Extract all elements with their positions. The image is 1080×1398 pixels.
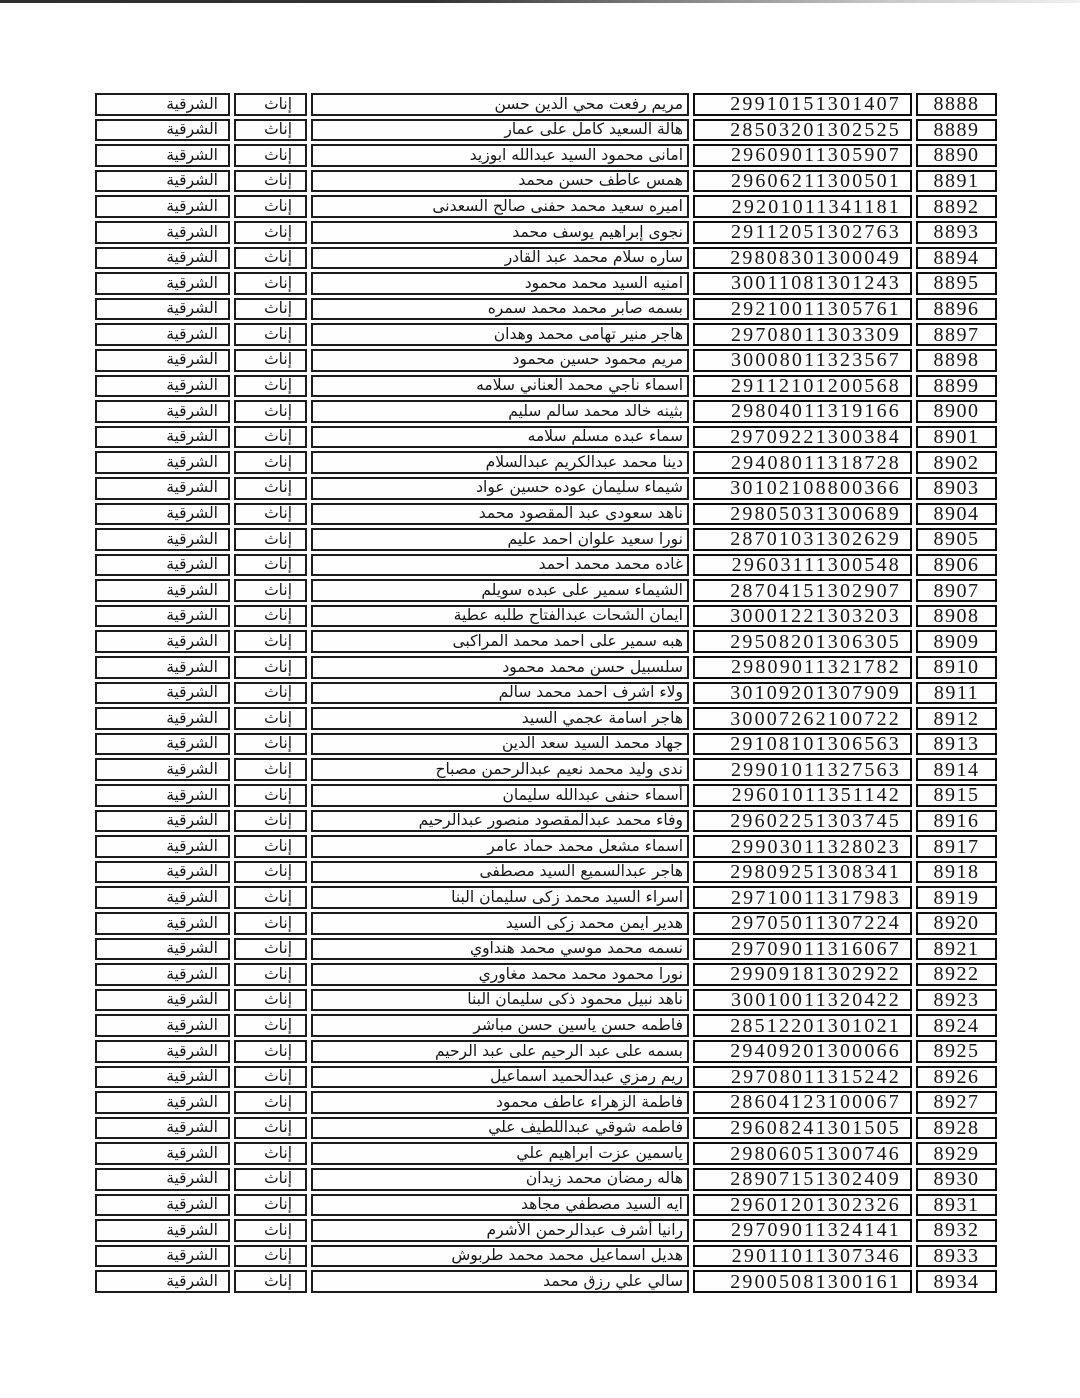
gender-cell: إناث [234,579,307,602]
person-name-cell: غاده محمد محمد احمد [311,554,689,577]
gender-cell: إناث [234,707,307,730]
national-id-cell: 29808301300049 [693,247,912,270]
person-name-cell: الشيماء سمير على عبده سويلم [311,579,689,602]
national-id-cell: 29112101200568 [693,375,912,398]
governorate-cell: الشرقية [95,1091,230,1114]
national-id-cell: 29409201300066 [693,1040,912,1063]
gender-cell: إناث [234,400,307,423]
serial-number-cell: 8923 [916,989,997,1012]
national-id-cell: 28907151302409 [693,1168,912,1191]
serial-number-cell: 8900 [916,400,997,423]
person-name-cell: نورا محمود محمد محمد مغاوري [311,963,689,986]
governorate-cell: الشرقية [95,272,230,295]
serial-number-cell: 8907 [916,579,997,602]
person-name-cell: فاطمة الزهراء عاطف محمود [311,1091,689,1114]
governorate-cell: الشرقية [95,426,230,449]
serial-number-cell: 8933 [916,1245,997,1268]
national-id-cell: 29508201306305 [693,630,912,653]
governorate-cell: الشرقية [95,375,230,398]
serial-number-cell: 8927 [916,1091,997,1114]
gender-cell: إناث [234,682,307,705]
person-name-cell: نسمه محمد موسي محمد هنداوي [311,938,689,961]
gender-cell: إناث [234,170,307,193]
serial-number-cell: 8901 [916,426,997,449]
governorate-cell: الشرقية [95,886,230,909]
gender-cell: إناث [234,1014,307,1037]
national-id-cell: 30011081301243 [693,272,912,295]
national-id-cell: 29601201302326 [693,1194,912,1217]
gender-cell: إناث [234,989,307,1012]
national-id-cell: 30102108800366 [693,477,912,500]
national-id-cell: 29112051302763 [693,221,912,244]
governorate-cell: الشرقية [95,119,230,142]
serial-number-cell: 8914 [916,758,997,781]
scan-top-edge-line [0,0,1080,3]
gender-cell: إناث [234,912,307,935]
national-id-cell: 29602251303745 [693,810,912,833]
governorate-cell: الشرقية [95,528,230,551]
gender-cell: إناث [234,810,307,833]
serial-number-cell: 8892 [916,195,997,218]
national-id-cell: 28704151302907 [693,579,912,602]
national-id-cell: 29806051300746 [693,1142,912,1165]
person-name-cell: هاجر اسامة عجمي السيد [311,707,689,730]
gender-cell: إناث [234,349,307,372]
serial-number-cell: 8904 [916,503,997,526]
person-name-cell: ناهد نبيل محمود ذكى سليمان البنا [311,989,689,1012]
person-name-cell: اسماء مشعل محمد حماد عامر [311,835,689,858]
governorate-cell: الشرقية [95,554,230,577]
serial-number-cell: 8908 [916,605,997,628]
person-name-cell: جهاد محمد السيد سعد الدين [311,733,689,756]
governorate-cell: الشرقية [95,1040,230,1063]
serial-number-cell: 8925 [916,1040,997,1063]
national-id-cell: 30010011320422 [693,989,912,1012]
national-id-cell: 29709011316067 [693,938,912,961]
gender-cell: إناث [234,451,307,474]
national-id-cell: 29709011324141 [693,1219,912,1242]
person-name-cell: هاجر عبدالسميع السيد مصطفى [311,861,689,884]
person-name-cell: امانى محمود السيد عبدالله ابوزيد [311,144,689,167]
serial-number-cell: 8896 [916,298,997,321]
person-name-cell: هاجر منير تهامى محمد وهدان [311,323,689,346]
governorate-cell: الشرقية [95,349,230,372]
person-name-cell: هديل اسماعيل محمد محمد طربوش [311,1245,689,1268]
national-id-cell: 29809011321782 [693,656,912,679]
governorate-cell: الشرقية [95,989,230,1012]
gender-cell: إناث [234,119,307,142]
governorate-cell: الشرقية [95,938,230,961]
governorate-cell: الشرقية [95,170,230,193]
gender-cell: إناث [234,503,307,526]
gender-cell: إناث [234,1142,307,1165]
serial-number-cell: 8888 [916,93,997,116]
national-id-cell: 29708011315242 [693,1066,912,1089]
person-name-cell: نورا سعيد علوان احمد عليم [311,528,689,551]
serial-number-cell: 8910 [916,656,997,679]
national-id-cell: 29005081300161 [693,1270,912,1293]
gender-cell: إناث [234,221,307,244]
serial-number-cell: 8934 [916,1270,997,1293]
gender-cell: إناث [234,1117,307,1140]
serial-number-cell: 8931 [916,1194,997,1217]
serial-number-cell: 8889 [916,119,997,142]
gender-cell: إناث [234,93,307,116]
gender-cell: إناث [234,1219,307,1242]
person-name-cell: سماء عبده مسلم سلامه [311,426,689,449]
governorate-cell: الشرقية [95,1168,230,1191]
serial-number-cell: 8921 [916,938,997,961]
serial-number-cell: 8894 [916,247,997,270]
person-name-cell: ندى وليد محمد نعيم عبدالرحمن مصباح [311,758,689,781]
national-id-cell: 29609011305907 [693,144,912,167]
gender-cell: إناث [234,1245,307,1268]
national-id-cell: 29606211300501 [693,170,912,193]
governorate-cell: الشرقية [95,1219,230,1242]
governorate-cell: الشرقية [95,630,230,653]
national-id-cell: 29903011328023 [693,835,912,858]
governorate-cell: الشرقية [95,861,230,884]
serial-number-cell: 8917 [916,835,997,858]
person-name-cell: هاله رمضان محمد زيدان [311,1168,689,1191]
person-name-cell: ايمان الشحات عبدالفتاح طلبه عطية [311,605,689,628]
national-id-cell: 29710011317983 [693,886,912,909]
national-id-cell: 29201011341181 [693,195,912,218]
national-id-cell: 29709221300384 [693,426,912,449]
national-id-cell: 30109201307909 [693,682,912,705]
gender-cell: إناث [234,195,307,218]
serial-number-cell: 8891 [916,170,997,193]
serial-number-cell: 8913 [916,733,997,756]
person-name-cell: اسماء ناجي محمد العناني سلامه [311,375,689,398]
gender-cell: إناث [234,323,307,346]
gender-cell: إناث [234,375,307,398]
governorate-cell: الشرقية [95,707,230,730]
gender-cell: إناث [234,1194,307,1217]
gender-cell: إناث [234,835,307,858]
person-name-cell: هدير ايمن محمد زكى السيد [311,912,689,935]
person-name-cell: ايه السيد مصطفي مجاهد [311,1194,689,1217]
governorate-cell: الشرقية [95,477,230,500]
governorate-cell: الشرقية [95,221,230,244]
gender-cell: إناث [234,272,307,295]
person-name-cell: دينا محمد عبدالكريم عبدالسلام [311,451,689,474]
national-id-cell: 29809251308341 [693,861,912,884]
gender-cell: إناث [234,963,307,986]
gender-cell: إناث [234,733,307,756]
person-name-cell: أسماء حنفى عبدالله سليمان [311,784,689,807]
governorate-cell: الشرقية [95,656,230,679]
national-id-cell: 30001221303203 [693,605,912,628]
national-id-cell: 30008011323567 [693,349,912,372]
governorate-cell: الشرقية [95,1270,230,1293]
governorate-cell: الشرقية [95,195,230,218]
serial-number-cell: 8926 [916,1066,997,1089]
national-id-cell: 29601011351142 [693,784,912,807]
governorate-cell: الشرقية [95,1014,230,1037]
governorate-cell: الشرقية [95,503,230,526]
governorate-cell: الشرقية [95,144,230,167]
serial-number-cell: 8897 [916,323,997,346]
gender-cell: إناث [234,1270,307,1293]
person-name-cell: سلسبيل حسن محمد محمود [311,656,689,679]
national-id-cell: 29909181302922 [693,963,912,986]
gender-cell: إناث [234,298,307,321]
governorate-cell: الشرقية [95,605,230,628]
gender-cell: إناث [234,1168,307,1191]
governorate-cell: الشرقية [95,1194,230,1217]
gender-cell: إناث [234,144,307,167]
governorate-cell: الشرقية [95,1245,230,1268]
governorate-cell: الشرقية [95,912,230,935]
person-name-cell: بثينه خالد محمد سالم سليم [311,400,689,423]
national-id-cell: 29408011318728 [693,451,912,474]
person-name-cell: اميره سعيد محمد حفنى صالح السعدنى [311,195,689,218]
gender-cell: إناث [234,528,307,551]
gender-cell: إناث [234,886,307,909]
serial-number-cell: 8928 [916,1117,997,1140]
gender-cell: إناث [234,1040,307,1063]
national-id-cell: 29011011307346 [693,1245,912,1268]
national-id-cell: 29705011307224 [693,912,912,935]
person-name-cell: اسراء السيد محمد زكى سليمان البنا [311,886,689,909]
national-id-cell: 29804011319166 [693,400,912,423]
governorate-cell: الشرقية [95,758,230,781]
governorate-cell: الشرقية [95,451,230,474]
gender-cell: إناث [234,477,307,500]
serial-number-cell: 8905 [916,528,997,551]
national-id-cell: 29901011327563 [693,758,912,781]
serial-number-cell: 8929 [916,1142,997,1165]
person-name-cell: وفاء محمد عبدالمقصود منصور عبدالرحيم [311,810,689,833]
governorate-cell: الشرقية [95,298,230,321]
person-name-cell: بسمه صابر محمد محمد سمره [311,298,689,321]
national-id-cell: 29108101306563 [693,733,912,756]
person-name-cell: همس عاطف حسن محمد [311,170,689,193]
national-id-cell: 28604123100067 [693,1091,912,1114]
national-id-cell: 29210011305761 [693,298,912,321]
person-name-cell: ياسمين عزت ابراهيم علي [311,1142,689,1165]
serial-number-cell: 8906 [916,554,997,577]
person-name-cell: مريم محمود حسين محمود [311,349,689,372]
serial-number-cell: 8899 [916,375,997,398]
person-name-cell: هالة السعيد كامل على عمار [311,119,689,142]
governorate-cell: الشرقية [95,1066,230,1089]
serial-number-cell: 8893 [916,221,997,244]
gender-cell: إناث [234,426,307,449]
person-name-cell: بسمه على عبد الرحيم على عبد الرحيم [311,1040,689,1063]
governorate-cell: الشرقية [95,835,230,858]
governorate-cell: الشرقية [95,784,230,807]
serial-number-cell: 8915 [916,784,997,807]
gender-cell: إناث [234,656,307,679]
governorate-cell: الشرقية [95,93,230,116]
governorate-cell: الشرقية [95,400,230,423]
person-name-cell: ولاء اشرف احمد محمد سالم [311,682,689,705]
serial-number-cell: 8911 [916,682,997,705]
governorate-cell: الشرقية [95,810,230,833]
gender-cell: إناث [234,630,307,653]
gender-cell: إناث [234,938,307,961]
gender-cell: إناث [234,247,307,270]
person-name-cell: امنيه السيد محمد محمود [311,272,689,295]
person-name-cell: شيماء سليمان عوده حسين عواد [311,477,689,500]
person-name-cell: فاطمه حسن ياسين حسن مباشر [311,1014,689,1037]
serial-number-cell: 8920 [916,912,997,935]
national-id-cell: 28512201301021 [693,1014,912,1037]
serial-number-cell: 8912 [916,707,997,730]
serial-number-cell: 8919 [916,886,997,909]
serial-number-cell: 8922 [916,963,997,986]
gender-cell: إناث [234,861,307,884]
governorate-cell: الشرقية [95,1117,230,1140]
serial-number-cell: 8903 [916,477,997,500]
national-id-cell: 29608241301505 [693,1117,912,1140]
gender-cell: إناث [234,784,307,807]
gender-cell: إناث [234,1066,307,1089]
national-id-cell: 29805031300689 [693,503,912,526]
serial-number-cell: 8930 [916,1168,997,1191]
serial-number-cell: 8924 [916,1014,997,1037]
person-name-cell: مريم رفعت محي الدين حسن [311,93,689,116]
serial-number-cell: 8918 [916,861,997,884]
serial-number-cell: 8898 [916,349,997,372]
person-name-cell: سالي علي رزق محمد [311,1270,689,1293]
registry-table [95,93,997,1293]
governorate-cell: الشرقية [95,963,230,986]
serial-number-cell: 8890 [916,144,997,167]
national-id-cell: 29603111300548 [693,554,912,577]
governorate-cell: الشرقية [95,1142,230,1165]
gender-cell: إناث [234,554,307,577]
national-id-cell: 30007262100722 [693,707,912,730]
gender-cell: إناث [234,1091,307,1114]
person-name-cell: رانيا أشرف عبدالرحمن الأشرم [311,1219,689,1242]
governorate-cell: الشرقية [95,323,230,346]
governorate-cell: الشرقية [95,247,230,270]
person-name-cell: نجوى إبراهيم يوسف محمد [311,221,689,244]
person-name-cell: ريم رمزي عبدالحميد اسماعيل [311,1066,689,1089]
national-id-cell: 28503201302525 [693,119,912,142]
serial-number-cell: 8909 [916,630,997,653]
governorate-cell: الشرقية [95,682,230,705]
gender-cell: إناث [234,605,307,628]
serial-number-cell: 8932 [916,1219,997,1242]
person-name-cell: فاطمه شوقي عبداللطيف علي [311,1117,689,1140]
national-id-cell: 29910151301407 [693,93,912,116]
serial-number-cell: 8916 [916,810,997,833]
national-id-cell: 28701031302629 [693,528,912,551]
person-name-cell: ناهد سعودى عبد المقصود محمد [311,503,689,526]
governorate-cell: الشرقية [95,733,230,756]
governorate-cell: الشرقية [95,579,230,602]
serial-number-cell: 8902 [916,451,997,474]
person-name-cell: هبه سمير على احمد محمد المراكبى [311,630,689,653]
national-id-cell: 29708011303309 [693,323,912,346]
gender-cell: إناث [234,758,307,781]
serial-number-cell: 8895 [916,272,997,295]
person-name-cell: ساره سلام محمد عبد القادر [311,247,689,270]
